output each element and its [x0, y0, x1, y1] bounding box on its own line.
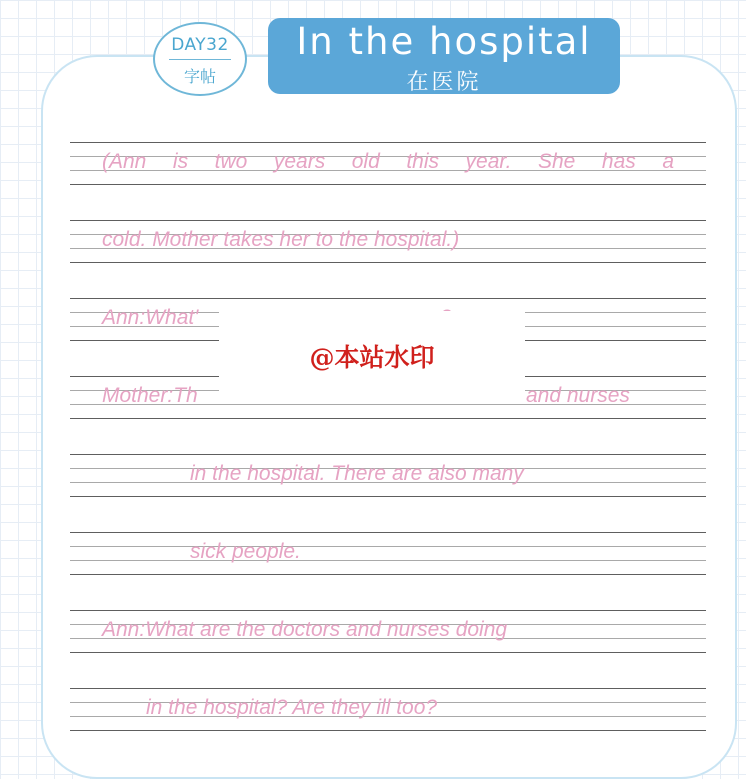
- watermark-overlay: @本站水印: [219, 311, 525, 404]
- guide-line: [70, 262, 706, 263]
- guide-line: [70, 184, 706, 185]
- guide-line: [70, 688, 706, 689]
- guide-line: [70, 220, 706, 221]
- guide-line: [70, 532, 706, 533]
- day-badge: [153, 22, 247, 96]
- guide-line: [70, 418, 706, 419]
- line-text: Ann:What are the doctors and nurses doing: [102, 618, 508, 641]
- line-text: in the hospital? Are they ill too?: [146, 696, 438, 719]
- guide-line: [70, 142, 706, 143]
- line-text-end: and nurses: [526, 384, 630, 407]
- title-chinese: 在医院: [406, 70, 482, 95]
- guide-line: [70, 610, 706, 611]
- line-text: Ann:What': [102, 306, 199, 329]
- copybook-line-8: [0, 696, 746, 722]
- copybook-line-1: [0, 150, 746, 176]
- guide-line: [70, 574, 706, 575]
- guide-line: [70, 298, 706, 299]
- line-text: cold. Mother takes her to the hospital.): [102, 228, 460, 251]
- line-text: in the hospital. There are also many: [190, 462, 524, 485]
- badge-divider: [169, 59, 231, 60]
- badge-subtitle: 字帖: [183, 67, 216, 86]
- line-text: (Ann is two years old this year. She has a: [102, 150, 674, 173]
- guide-line: [70, 496, 706, 497]
- day-label: DAY32: [171, 35, 229, 55]
- copybook-line-7: [0, 618, 746, 644]
- guide-line: [70, 652, 706, 653]
- copybook-line-6: [0, 540, 746, 566]
- guide-line: [70, 454, 706, 455]
- copybook-line-5: [0, 462, 746, 488]
- copybook-line-2: [0, 228, 746, 254]
- line-text: Mother:Th: [102, 384, 198, 407]
- guide-line: [70, 730, 706, 731]
- title-banner: [268, 18, 620, 94]
- line-text: sick people.: [190, 540, 301, 563]
- title-english: In the hospital: [296, 20, 592, 63]
